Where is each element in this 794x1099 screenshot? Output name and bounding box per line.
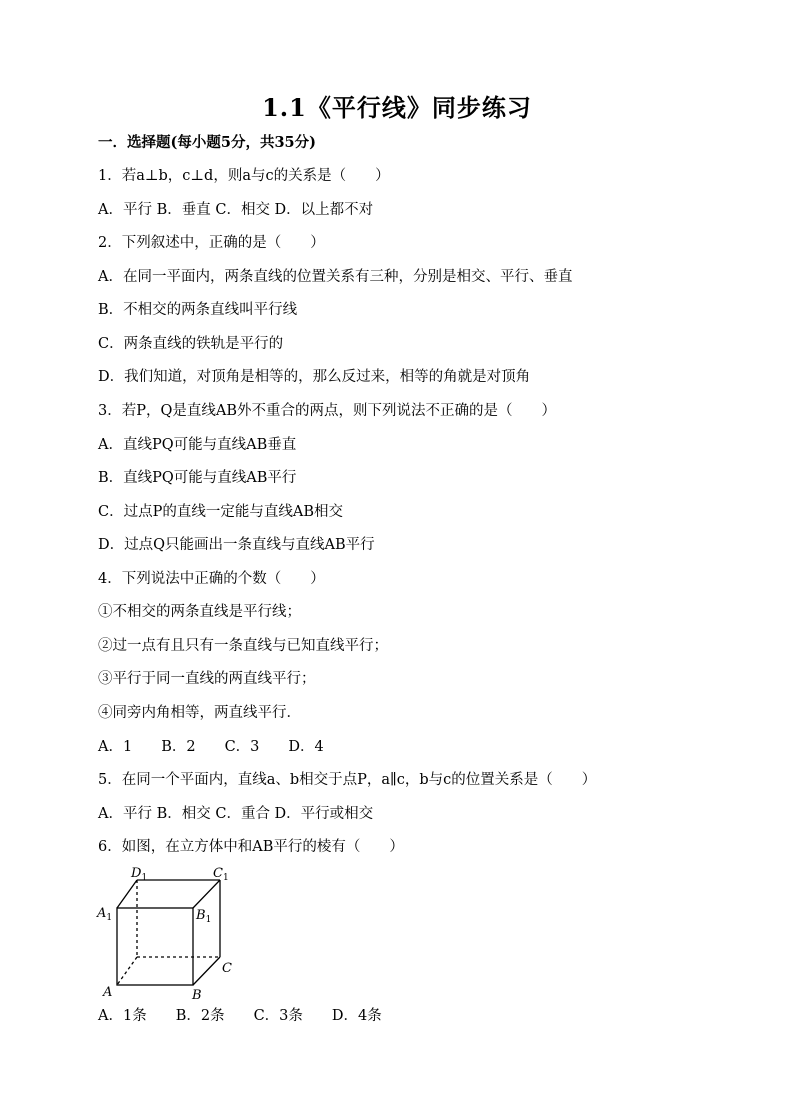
- question-2: 2．下列叙述中，正确的是（ ）: [98, 235, 325, 251]
- question-1-options: A．平行 B．垂直 C．相交 D．以上都不对: [98, 202, 374, 218]
- label-d1: $D_1$: [131, 866, 148, 883]
- question-6-options: A．1条 B．2条 C．3条 D．4条: [98, 1008, 382, 1024]
- section-heading: 一．选择题(每小题5分，共35分): [98, 134, 316, 151]
- question-1: 1．若a⊥b，c⊥d，则a与c的关系是（ ）: [98, 168, 390, 184]
- label-b1: $B_1$: [196, 908, 212, 925]
- question-6: 6．如图，在立方体中和AB平行的棱有（ ）: [98, 839, 404, 855]
- label-a1: $A_1$: [97, 906, 113, 923]
- question-3-option-d: D．过点Q只能画出一条直线与直线AB平行: [98, 537, 375, 553]
- question-3-option-a: A．直线PQ可能与直线AB垂直: [98, 437, 297, 453]
- label-b: B: [192, 988, 202, 1002]
- page-title: 1.1《平行线》同步练习: [262, 93, 532, 122]
- question-2-option-c: C．两条直线的铁轨是平行的: [98, 336, 284, 352]
- question-5: 5．在同一个平面内，直线a、b相交于点P，a∥c，b与c的位置关系是（ ）: [98, 772, 597, 788]
- edge-b1-c1: [193, 880, 220, 908]
- edge-a1-d1: [117, 880, 137, 908]
- label-a: A: [103, 985, 113, 1000]
- hidden-edge-d-a: [117, 957, 137, 985]
- question-4-statement-4: ④同旁内角相等，两直线平行．: [98, 705, 301, 721]
- question-2-option-b: B．不相交的两条直线叫平行线: [98, 302, 298, 318]
- front-face: [117, 908, 193, 985]
- question-4-options: A．1 B．2 C．3 D．4: [98, 739, 324, 755]
- label-c1: $C_1$: [213, 866, 229, 883]
- question-2-option-d: D．我们知道，对顶角是相等的，那么反过来，相等的角就是对顶角: [98, 369, 531, 385]
- question-4-statement-3: ③平行于同一直线的两直线平行；: [98, 671, 316, 687]
- label-c: C: [222, 961, 232, 976]
- question-5-options: A．平行 B．相交 C．重合 D．平行或相交: [98, 806, 374, 822]
- question-3-option-c: C．过点P的直线一定能与直线AB相交: [98, 504, 343, 520]
- question-4: 4．下列说法中正确的个数（ ）: [98, 571, 325, 587]
- edge-b-c: [193, 957, 220, 985]
- question-3: 3．若P，Q是直线AB外不重合的两点，则下列说法不正确的是（ ）: [98, 403, 556, 419]
- question-2-option-a: A．在同一平面内，两条直线的位置关系有三种，分别是相交、平行、垂直: [98, 269, 573, 285]
- question-3-option-b: B．直线PQ可能与直线AB平行: [98, 470, 297, 486]
- question-4-statement-1: ①不相交的两条直线是平行线；: [98, 604, 301, 620]
- cube-figure: [95, 862, 245, 1002]
- question-4-statement-2: ②过一点有且只有一条直线与已知直线平行；: [98, 638, 388, 654]
